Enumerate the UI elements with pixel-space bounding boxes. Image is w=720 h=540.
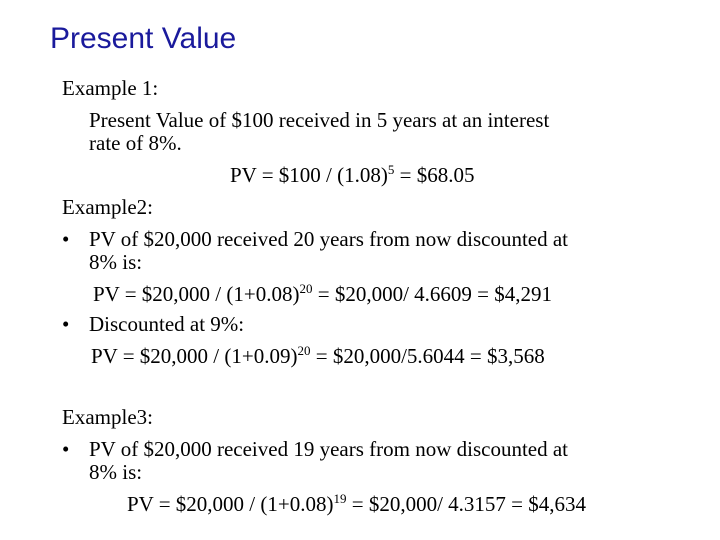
formula-text: PV = $100 / (1.08)	[230, 163, 388, 187]
example1-formula	[230, 164, 474, 187]
example2-bullet1-line1: PV of $20,000 received 20 years from now discounted at	[89, 227, 569, 251]
example3-heading: Example3:	[62, 405, 153, 429]
formula-text: PV = $20,000 / (1+0.09)	[91, 344, 298, 368]
example3-formula	[127, 493, 586, 516]
formula-exponent: 5	[387, 162, 395, 177]
example2-formula2	[91, 345, 545, 368]
formula-exponent: 19	[333, 491, 347, 506]
formula-result: = $20,000/5.6044 = $3,568	[310, 344, 545, 368]
example2-bullet-1: •	[62, 227, 70, 251]
formula-result: = $20,000/ 4.3157 = $4,634	[346, 492, 587, 516]
formula-text: PV = $20,000 / (1+0.08)	[93, 282, 300, 306]
example1-heading: Example 1:	[62, 76, 159, 100]
example3-bullet1-line1: PV of $20,000 received 19 years from now discounted at	[89, 437, 569, 461]
formula-result: = $68.05	[394, 163, 475, 187]
example3-bullet-1: •	[62, 437, 70, 461]
example2-heading: Example2:	[62, 195, 153, 219]
example2-bullet-2: •	[62, 312, 70, 336]
example2-bullet2-text: Discounted at 9%:	[89, 312, 245, 336]
formula-exponent: 20	[297, 343, 311, 358]
formula-exponent: 20	[299, 281, 313, 296]
example2-bullet1-line2: 8% is:	[89, 250, 143, 274]
slide-title: Present Value	[50, 22, 237, 55]
example1-line1: Present Value of $100 received in 5 years at an interest	[89, 108, 550, 132]
formula-text: PV = $20,000 / (1+0.08)	[127, 492, 334, 516]
example1-line2: rate of 8%.	[89, 131, 182, 155]
example3-bullet1-line2: 8% is:	[89, 460, 143, 484]
formula-result: = $20,000/ 4.6609 = $4,291	[312, 282, 553, 306]
example2-formula1	[93, 283, 552, 306]
